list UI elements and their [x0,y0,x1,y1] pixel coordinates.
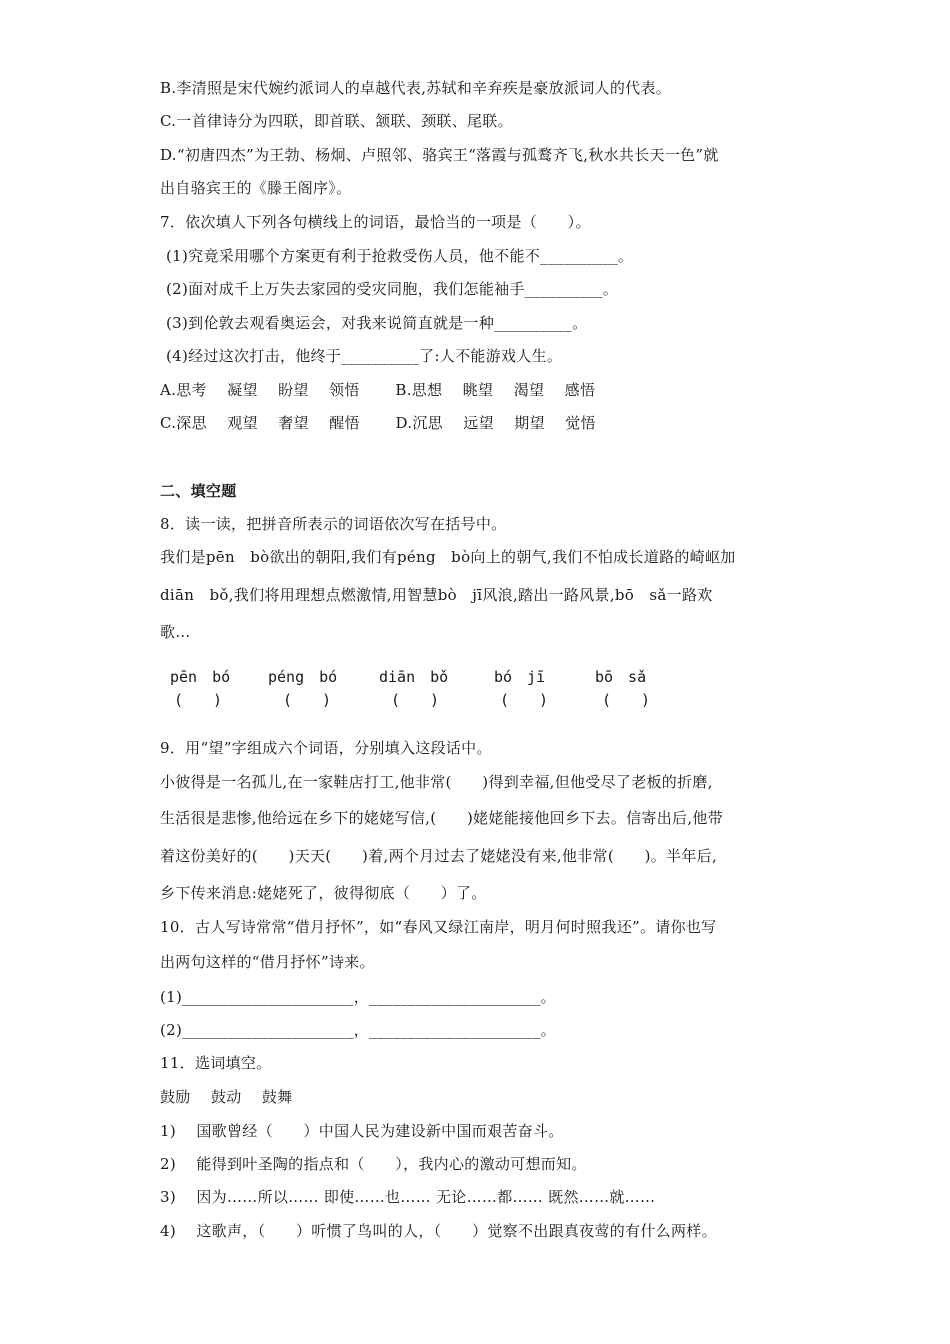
question-9-paragraph-3: 着这份美好的( )天天( )着,两个月过去了姥姥没有来,他非常( )。半年后, [160,847,718,865]
question-7: 7．依次填人下列各句横线上的词语，最恰当的一项是（ ）。 [160,213,591,231]
question-10: 10．古人写诗常常“借月抒怀”，如“春风又绿江南岸，明月何时照我还”。请你也写 [160,918,717,936]
answer-blank[interactable]: ( ) [174,691,223,709]
question-7-item-3: (3)到伦敦去观看奥运会，对我来说简直就是一种__________。 [166,314,588,332]
question-8-paragraph-1: 我们是pēn bò欲出的朝阳,我们有péng bò向上的朝气,我们不怕成长道路的崎岖加 [160,548,736,566]
question-9-paragraph-4: 乡下传来消息:姥姥死了，彼得彻底（ ）了。 [160,884,487,902]
pinyin-label: bō sǎ [595,668,647,686]
question-7-item-1: (1)究竟采用哪个方案更有利于抢救受伤人员，他不能不__________。 [166,247,634,265]
answer-blank[interactable]: ( ) [283,691,332,709]
question-11-item-1: 1) 国歌曾经（ ）中国人民为建设新中国而艰苦奋斗。 [160,1122,564,1140]
question-10-cont: 出两句这样的“借月抒怀”诗来。 [160,953,375,971]
pinyin-label: diān bǒ [379,668,449,686]
pinyin-label: bó jī [494,668,546,686]
question-10-answer-1[interactable]: (1)______________________，______________________。 [160,988,556,1006]
question-8: 8．读一读，把拼音所表示的词语依次写在括号中。 [160,515,507,533]
question-11-item-3: 3) 因为……所以…… 即使……也…… 无论……都…… 既然……就…… [160,1188,656,1206]
question-11-item-2: 2) 能得到叶圣陶的指点和（ ），我内心的激动可想而知。 [160,1155,587,1173]
option-d-line: D.“初唐四杰”为王勃、杨炯、卢照邻、骆宾王“落霞与孤鹜齐飞,秋水共长天一色”就 [160,146,719,164]
question-11-item-4: 4) 这歌声，（ ）听惯了鸟叫的人，（ ）觉察不出跟真夜莺的有什么两样。 [160,1222,717,1240]
question-9: 9．用“望”字组成六个词语，分别填入这段话中。 [160,739,492,757]
option-d-line-cont: 出自骆宾王的《滕王阁序》。 [160,179,352,197]
question-8-paragraph-2: diān bǒ,我们将用理想点燃激情,用智慧bò jī风浪,踏出一路风景,bō sǎ一路欢 [160,586,713,604]
answer-blank[interactable]: ( ) [500,691,549,709]
answer-blank[interactable]: ( ) [602,691,651,709]
question-7-options-ab: A.思考 凝望 盼望 领悟 B.思想 眺望 渴望 感悟 [160,381,596,399]
question-7-item-4: (4)经过这次打击，他终于__________了:人不能游戏人生。 [166,347,563,365]
answer-blank[interactable]: ( ) [391,691,440,709]
question-9-paragraph-2: 生活很是悲惨,他给远在乡下的姥姥写信,( )姥姥能接他回乡下去。信寄出后,他带 [160,809,724,827]
pinyin-label: péng bó [268,668,338,686]
option-b-line: B.李清照是宋代婉约派词人的卓越代表,苏轼和辛弃疾是豪放派词人的代表。 [160,79,672,97]
question-8-paragraph-3: 歌… [160,623,191,641]
question-11-word-bank: 鼓励 鼓动 鼓舞 [160,1088,293,1106]
pinyin-label: pēn bó [170,668,231,686]
section-heading-fill-in: 二、填空题 [160,482,237,500]
question-10-answer-2[interactable]: (2)______________________，______________________。 [160,1021,556,1039]
option-c-line: C.一首律诗分为四联，即首联、颔联、颈联、尾联。 [160,112,513,130]
question-7-options-cd: C.深思 观望 奢望 醒悟 D.沉思 远望 期望 觉悟 [160,414,596,432]
question-7-item-2: (2)面对成千上万失去家园的受灾同胞，我们怎能袖手__________。 [166,280,619,298]
question-11: 11．选词填空。 [160,1054,272,1072]
question-9-paragraph-1: 小彼得是一名孤儿,在一家鞋店打工,他非常( )得到幸福,但他受尽了老板的折磨, [160,773,713,791]
